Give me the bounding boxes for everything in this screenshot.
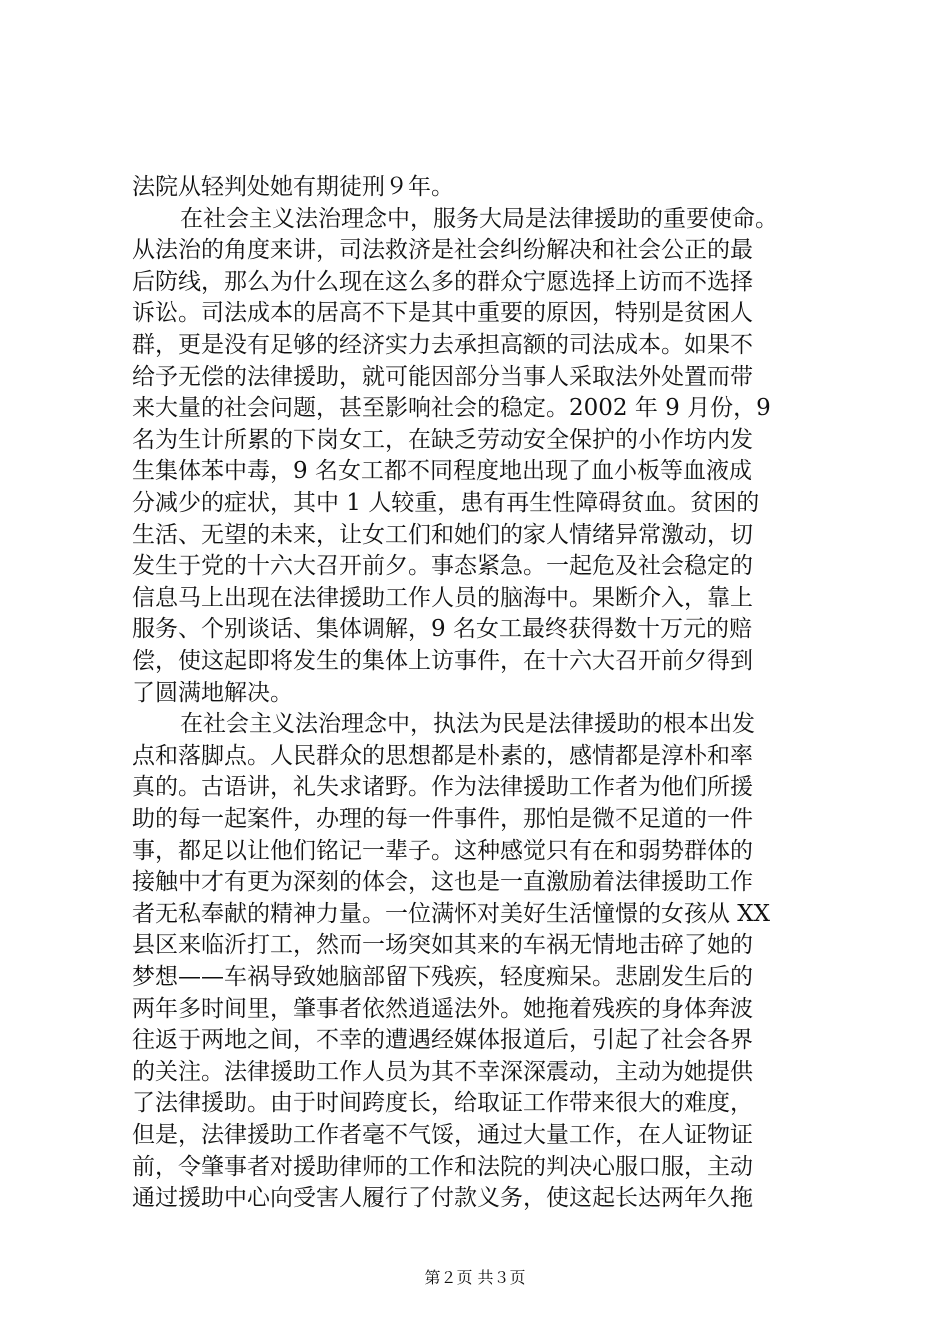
text-line: 诉讼。司法成本的居高不下是其中重要的原因，特别是贫困人 xyxy=(132,300,753,327)
text-line: 服务、个别谈话、集体调解，9 名女工最终获得数十万元的赔 xyxy=(132,616,752,643)
text-line: 偿，使这起即将发生的集体上访事件，在十六大召开前夕得到 xyxy=(132,648,753,674)
text-line: 前，令肇事者对援助律师的工作和法院的判决心服口服，主动 xyxy=(132,1153,753,1180)
text-line: 两年多时间里，肇事者依然逍遥法外。她拖着残疾的身体奔波 xyxy=(132,995,753,1022)
text-line: 点和落脚点。人民群众的思想都是朴素的，感情都是淳朴和率 xyxy=(132,742,753,769)
text-line: 生活、无望的未来，让女工们和她们的家人情绪异常激动，切 xyxy=(132,521,753,548)
text-line: 发生于党的十六大召开前夕。事态紧急。一起危及社会稳定的 xyxy=(132,553,753,580)
text-line: 但是，法律援助工作者毫不气馁，通过大量工作，在人证物证 xyxy=(132,1122,753,1148)
text-line: 来大量的社会问题，甚至影响社会的稳定。2002 年 9 月份，9 xyxy=(132,395,771,422)
text-line: 名为生计所累的下岗女工，在缺乏劳动安全保护的小作坊内发 xyxy=(132,426,753,453)
text-line: 信息马上出现在法律援助工作人员的脑海中。果断介入，靠上 xyxy=(132,584,753,611)
text-line: 生集体苯中毒，9 名女工都不同程度地出现了血小板等血液成 xyxy=(132,458,752,485)
text-line: 助的每一起案件，办理的每一件事件，那怕是微不足道的一件 xyxy=(132,806,753,832)
text-line: 从法治的角度来讲，司法救济是社会纠纷解决和社会公正的最 xyxy=(132,237,753,264)
text-line: 群，更是没有足够的经济实力去承担高额的司法成本。如果不 xyxy=(132,332,753,358)
text-line: 真的。古语讲，礼失求诸野。作为法律援助工作者为他们所援 xyxy=(132,774,753,801)
text-line: 往返于两地之间，不幸的遭遇经媒体报道后，引起了社会各界 xyxy=(132,1027,753,1054)
text-line: 分减少的症状，其中 1 人较重，患有再生性障碍贫血。贫困的 xyxy=(132,490,760,516)
text-line: 的关注。法律援助工作人员为其不幸深深震动，主动为她提供 xyxy=(132,1058,753,1085)
text-line: 给予无偿的法律援助，就可能因部分当事人采取法外处置而带 xyxy=(132,363,753,390)
text-line: 梦想——车祸导致她脑部留下残疾，轻度痴呆。悲剧发生后的 xyxy=(132,964,753,990)
text-line: 者无私奉献的精神力量。一位满怀对美好生活憧憬的女孩从 XX xyxy=(132,900,771,927)
text-line: 接触中才有更为深刻的体会，这也是一直激励着法律援助工作 xyxy=(132,869,753,896)
text-line: 在社会主义法治理念中，服务大局是法律援助的重要使命。 xyxy=(180,205,778,232)
text-line: 了圆满地解决。 xyxy=(132,679,293,706)
text-line: 了法律援助。由于时间跨度长，给取证工作带来很大的难度， xyxy=(132,1090,753,1117)
text-line: 法院从轻判处她有期徒刑９年。 xyxy=(132,174,454,200)
text-line: 县区来临沂打工，然而一场突如其来的车祸无情地击碎了她的 xyxy=(132,932,753,959)
text-line: 在社会主义法治理念中，执法为民是法律援助的根本出发 xyxy=(180,711,755,738)
page-footer: 第２页 共３页 xyxy=(424,1268,526,1287)
text-line: 后防线，那么为什么现在这么多的群众宁愿选择上访而不选择 xyxy=(132,268,753,295)
text-line: 事，都足以让他们铭记一辈子。这种感觉只有在和弱势群体的 xyxy=(132,837,753,864)
text-line: 通过援助中心向受害人履行了付款义务，使这起长达两年久拖 xyxy=(132,1185,753,1212)
